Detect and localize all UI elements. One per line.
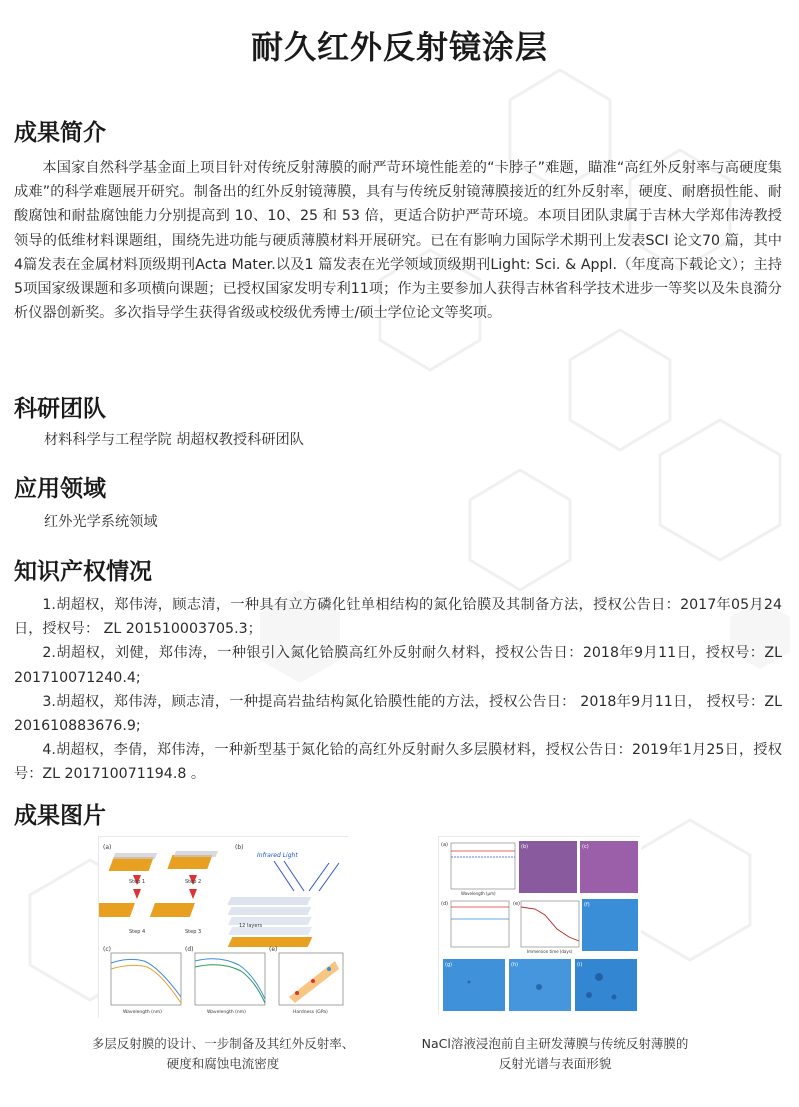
caption-line: NaCl溶液浸泡前自主研发薄膜与传统反射薄膜的 xyxy=(421,1036,689,1051)
svg-text:(b): (b) xyxy=(235,844,244,851)
svg-text:Wavelength (nm): Wavelength (nm) xyxy=(207,1010,246,1015)
page-title: 耐久红外反射镜涂层 xyxy=(250,28,548,66)
svg-text:Step 1: Step 1 xyxy=(129,879,146,885)
svg-text:(c): (c) xyxy=(582,844,589,850)
layer-stack xyxy=(227,897,312,947)
right-figure-caption xyxy=(400,1034,710,1074)
intro-heading: 成果简介 xyxy=(14,120,106,146)
left-figure-caption xyxy=(70,1034,376,1074)
svg-text:Step 4: Step 4 xyxy=(129,929,146,935)
ip-item: 4.胡超权，李倩，郑伟涛，一种新型基于氮化铪的高红外反射耐久多层膜材料，授权公告日：2019年1月25日，授权号：ZL 201710071194.8 。 xyxy=(14,742,782,783)
svg-text:Wavelength (nm): Wavelength (nm) xyxy=(123,1010,162,1015)
ip-list xyxy=(14,593,782,787)
caption-line: 反射光谱与表面形貌 xyxy=(498,1056,612,1071)
ip-item: 3.胡超权，郑伟涛，顾志清，一种提高岩盐结构氮化铪膜性能的方法，授权公告日： 2018年9月11日， 授权号：ZL 201610883676.9; xyxy=(14,693,782,735)
reflectance-morphology-figure xyxy=(438,836,640,1014)
svg-text:(e): (e) xyxy=(513,901,520,907)
svg-text:Immersion time (days): Immersion time (days) xyxy=(527,949,573,954)
svg-text:(i): (i) xyxy=(577,962,583,968)
svg-text:(g): (g) xyxy=(445,962,453,968)
svg-text:(h): (h) xyxy=(511,962,519,968)
ip-heading: 知识产权情况 xyxy=(14,559,152,585)
team-heading: 科研团队 xyxy=(14,396,106,422)
multilayer-film-figure xyxy=(98,836,348,1018)
svg-text:(e): (e) xyxy=(269,946,278,953)
svg-text:12 layers: 12 layers xyxy=(239,923,263,929)
caption-line: 硬度和腐蚀电流密度 xyxy=(166,1056,280,1071)
svg-text:(b): (b) xyxy=(521,844,529,850)
svg-text:(d): (d) xyxy=(441,901,449,907)
application-heading: 应用领域 xyxy=(14,476,106,502)
svg-text:Step 3: Step 3 xyxy=(185,929,202,935)
svg-text:(a): (a) xyxy=(441,842,448,848)
intro-paragraph: 本国家自然科学基金面上项目针对传统反射薄膜的耐严苛环境性能差的“卡脖子”难题，瞄准“高红外反射率与高硬度集成难”的科学难题展开研究。制备出的红外反射镜薄膜，具有与传统反射镜薄膜接近的红外反射率，硬度、耐磨损性能、耐酸腐蚀和耐盐腐蚀能力分别提高到 10、10、25 和 53 倍，更适合防护严苛环境。本项目团队隶属于吉林大学郑伟涛教授领导的低维材料课题组，围绕先进功能与硬质薄膜材料开展研究。已在有影响力国际学术期刊上发表SCI 论文70 篇，其中4篇发表在金属材料顶级期刊Acta Mater.以及1 篇发表在光学领域顶级期刊Light: Sci. & Appl.（年度高下载论文）；主持5项国家级课题和多项横向课题；已授权国家发明专利11项；作为主要参加人获得吉林省科学技术进步一等奖以及朱良漪分析仪器创新奖。多次指导学生获得省级或校级优秀博士/硕士学位论文等奖项。 xyxy=(14,160,782,322)
svg-text:Hardness (GPa): Hardness (GPa) xyxy=(293,1010,328,1015)
svg-text:(d): (d) xyxy=(185,946,194,953)
panel-label: (a) xyxy=(103,844,112,851)
caption-line: 多层反射膜的设计、一步制备及其红外反射率、 xyxy=(91,1036,355,1051)
svg-text:Step 2: Step 2 xyxy=(185,879,202,885)
svg-text:(f): (f) xyxy=(584,902,590,908)
application-text: 红外光学系统领域 xyxy=(44,514,158,530)
svg-text:Infrared Light: Infrared Light xyxy=(257,852,298,859)
team-text: 材料科学与工程学院 胡超权教授科研团队 xyxy=(44,432,304,448)
ip-item: 1.胡超权，郑伟涛，顾志清，一种具有立方磷化钍单相结构的氮化铪膜及其制备方法，授权公告日：2017年05月24日，授权号： ZL 201510003705.3； xyxy=(14,597,782,638)
svg-text:Wavelength (μm): Wavelength (μm) xyxy=(461,891,496,896)
svg-text:(c): (c) xyxy=(103,946,111,953)
figures-heading: 成果图片 xyxy=(14,803,106,829)
ip-item: 2.胡超权，刘健，郑伟涛，一种银引入氮化铪膜高红外反射耐久材料，授权公告日：2018年9月11日，授权号：ZL 201710071240.4; xyxy=(14,645,782,686)
